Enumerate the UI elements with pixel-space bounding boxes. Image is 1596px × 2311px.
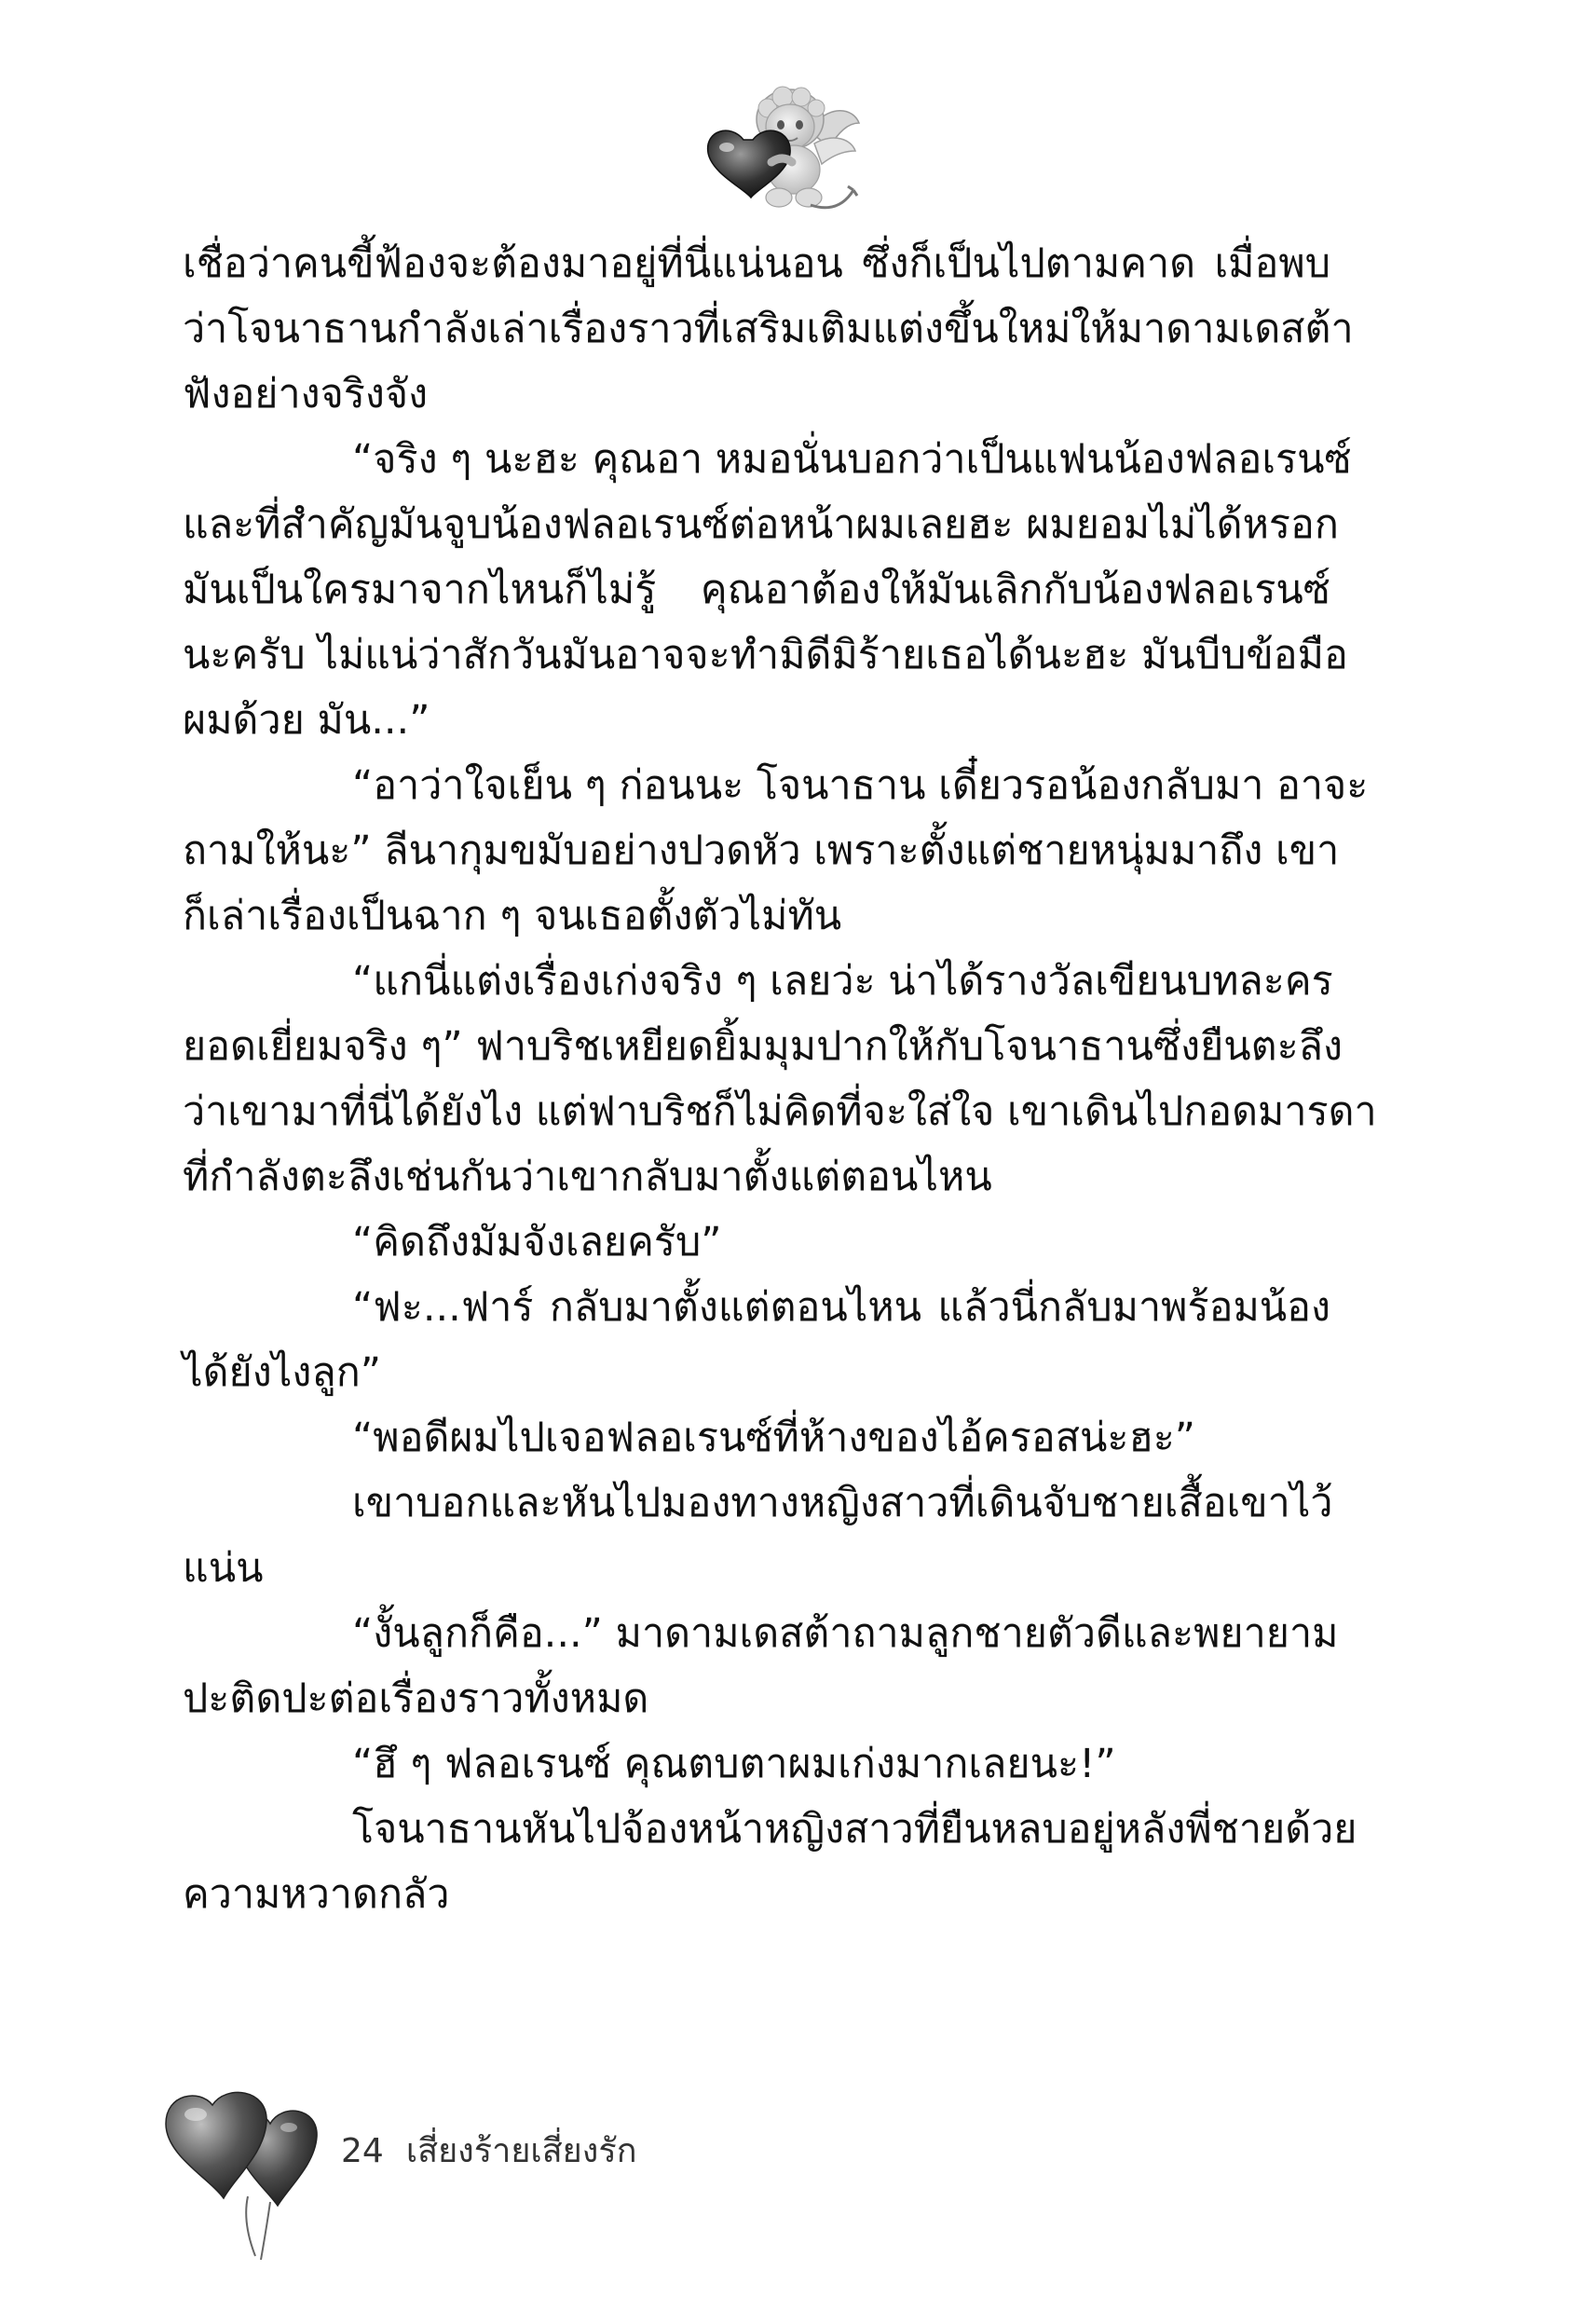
text-line: “อาว่าใจเย็น ๆ ก่อนนะ โจนาธาน เดี๋ยวรอน้องกลับมา อาจะ — [352, 762, 1369, 809]
text-line: ได้ยังไงลูก” — [183, 1349, 382, 1396]
page-number: 24 — [341, 2132, 384, 2170]
text-line: โจนาธานหันไปจ้องหน้าหญิงสาวที่ยืนหลบอยู่หลังพี่ชายด้วย — [352, 1806, 1357, 1853]
paragraph — [183, 1210, 1330, 1275]
text-line: ปะติดปะต่อเรื่องราวทั้งหมด — [183, 1675, 649, 1722]
text-line: ฟังอย่างจริงจัง — [183, 371, 429, 417]
text-line: แน่น — [183, 1545, 264, 1592]
text-line: ความหวาดกลัว — [183, 1871, 450, 1918]
paragraph — [183, 1601, 1339, 1731]
paragraph — [183, 231, 1354, 427]
text-line: ก็เล่าเรื่องเป็นฉาก ๆ จนเธอตั้งตัวไม่ทัน — [183, 893, 842, 939]
footer-text — [341, 2124, 637, 2177]
paragraph — [183, 1405, 1330, 1470]
text-line: ว่าโจนาธานกำลังเล่าเรื่องราวที่เสริมเติมแต่งขึ้นใหม่ให้มาดามเดสต้า — [183, 306, 1354, 352]
text-line: “แกนี่แต่งเรื่องเก่งจริง ๆ เลยว่ะ น่าได้รางวัลเขียนบทละคร — [352, 958, 1333, 1005]
text-line: ว่าเขามาที่นี่ได้ยังไง แต่ฟาบริชก็ไม่คิดที่จะใส่ใจ เขาเดินไปกอดมารดา — [183, 1088, 1377, 1135]
text-line: “ฟะ...ฟาร์ กลับมาตั้งแต่ตอนไหน แล้วนี่กลับมาพร้อมน้อง — [352, 1284, 1330, 1331]
text-line: “ฮึ ๆ ฟลอเรนซ์ คุณตบตาผมเก่งมากเลยนะ!” — [352, 1741, 1116, 1787]
text-line: “คิดถึงมัมจังเลยครับ” — [352, 1219, 722, 1265]
text-line: มันเป็นใครมาจากไหนก็ไม่รู้ คุณอาต้องให้มันเลิกกับน้องฟลอเรนซ์ — [183, 567, 1330, 613]
paragraph — [183, 1470, 1333, 1601]
text-line: ยอดเยี่ยมจริง ๆ” ฟาบริชเหยียดยิ้มมุมปากให้กับโจนาธานซึ่งยืนตะลึง — [183, 1023, 1344, 1070]
paragraph — [183, 753, 1369, 949]
cupid-with-heart-icon — [689, 65, 876, 224]
text-line: เชื่อว่าคนขี้ฟ้องจะต้องมาอยู่ที่นี่แน่นอน ซึ่งก็เป็นไปตามคาด เมื่อพบ — [183, 240, 1330, 287]
text-line: นะครับ ไม่แน่ว่าสักวันมันอาจจะทำมิดีมิร้ายเธอได้นะฮะ มันบีบข้อมือ — [183, 632, 1348, 678]
text-line: “พอดีผมไปเจอฟลอเรนซ์ที่ห้างของไอ้ครอสน่ะฮะ” — [352, 1415, 1196, 1461]
paragraph — [183, 1797, 1357, 1927]
text-line: เขาบอกและหันไปมองทางหญิงสาวที่เดินจับชายเสื้อเขาไว้ — [352, 1480, 1333, 1526]
text-line: ผมด้วย มัน...” — [183, 697, 430, 744]
page-footer — [158, 2083, 811, 2269]
text-line: “งั้นลูกก็คือ...” มาดามเดสต้าถามลูกชายตัวดีและพยายาม — [352, 1610, 1339, 1657]
paragraph — [183, 1275, 1330, 1405]
text-line: และที่สำคัญมันจูบน้องฟลอเรนซ์ต่อหน้าผมเลยฮะ ผมยอมไม่ได้หรอก — [183, 501, 1339, 548]
heart-balloons-icon — [158, 2083, 335, 2269]
text-line: “จริง ๆ นะฮะ คุณอา หมอนั่นบอกว่าเป็นแฟนน้องฟลอเรนซ์ — [352, 436, 1352, 483]
text-line: ถามให้นะ” ลีนากุมขมับอย่างปวดหัว เพราะตั้งแต่ชายหนุ่มมาถึง เขา — [183, 827, 1340, 874]
paragraph — [183, 1731, 1330, 1797]
paragraph — [183, 949, 1377, 1210]
paragraph — [183, 427, 1352, 753]
book-title: เสี่ยงร้ายเสี่ยงรัก — [405, 2132, 637, 2170]
page-body — [183, 231, 1377, 1927]
text-line: ที่กำลังตะลึงเช่นกันว่าเขากลับมาตั้งแต่ตอนไหน — [183, 1154, 992, 1200]
